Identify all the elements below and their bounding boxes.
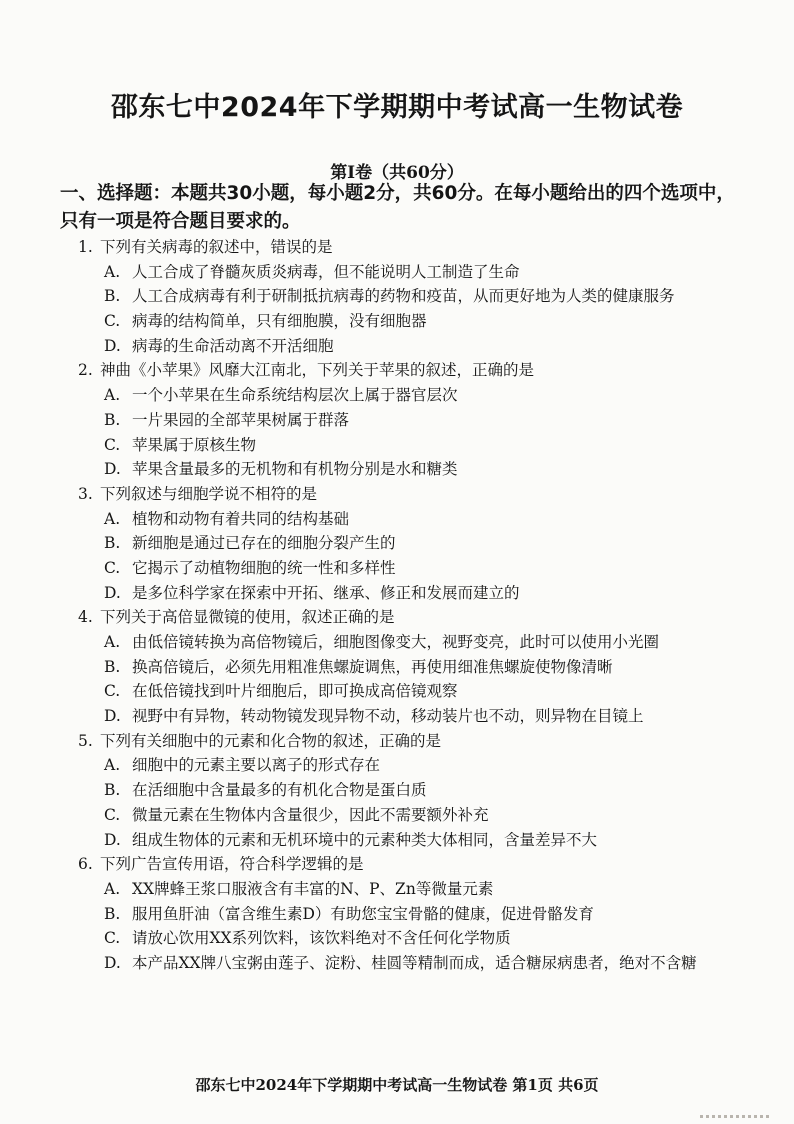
option-text: 病毒的生命活动离不开活细胞	[132, 336, 334, 355]
option-letter: A.	[104, 633, 121, 651]
option-text: 新细胞是通过已存在的细胞分裂产生的	[132, 534, 396, 553]
option-letter: A.	[104, 756, 121, 775]
question-text: 下列叙述与细胞学说不相符的是	[100, 484, 318, 503]
answer-option	[78, 951, 738, 976]
answer-option	[78, 630, 738, 655]
question-text: 下列有关病毒的叙述中，错误的是	[100, 238, 333, 256]
answer-option	[78, 309, 738, 334]
question	[78, 482, 738, 605]
answer-option	[78, 877, 738, 902]
question-list	[78, 235, 738, 976]
question-number: 5.	[78, 731, 93, 750]
option-text: 在活细胞中含量最多的有机化合物是蛋白质	[132, 781, 427, 800]
answer-option	[78, 753, 738, 778]
option-letter: D.	[104, 583, 121, 602]
question	[78, 605, 738, 728]
question-stem	[78, 235, 738, 260]
answer-option	[78, 581, 738, 606]
option-text: 组成生物体的元素和无机环境中的元素种类大体相同，含量差异不大	[132, 830, 598, 849]
option-letter: A.	[104, 879, 121, 898]
question	[78, 358, 738, 481]
answer-option	[78, 334, 738, 359]
option-text: 一片果园的全部苹果树属于群落	[132, 410, 350, 429]
question	[78, 852, 738, 975]
option-text: XX牌蜂王浆口服液含有丰富的N、P、Zn等微量元素	[132, 879, 494, 898]
option-letter: A.	[104, 262, 121, 281]
option-letter: D.	[104, 953, 121, 972]
question	[78, 729, 738, 852]
exam-title: 邵东七中2024年下学期期中考试高一生物试卷	[110, 92, 684, 123]
section-title: 第Ⅰ卷（共60分）	[330, 163, 464, 183]
option-letter: A.	[104, 509, 121, 528]
answer-option	[78, 457, 738, 482]
option-letter: C.	[104, 435, 121, 454]
section-instructions: 一、选择题：本题共30小题，每小题2分，共60分。在每小题给出的四个选项中，只有一项是符合题目要求的。	[60, 183, 735, 232]
option-letter: C.	[104, 682, 121, 701]
question-number: 1.	[78, 238, 93, 256]
option-letter: C.	[104, 558, 121, 577]
question-stem	[78, 358, 738, 383]
answer-option	[78, 383, 738, 408]
answer-option	[78, 284, 738, 309]
option-text: 人工合成了脊髓灰质炎病毒，但不能说明人工制造了生命	[132, 262, 520, 281]
question-number: 3.	[78, 484, 93, 503]
option-text: 本产品XX牌八宝粥由莲子、淀粉、桂圆等精制而成，适合糖尿病患者，绝对不含糖	[132, 953, 697, 972]
answer-option	[78, 778, 738, 803]
answer-option	[78, 902, 738, 927]
option-letter: C.	[104, 312, 121, 331]
option-text: 微量元素在生物体内含量很少，因此不需要额外补充	[132, 805, 489, 824]
option-text: 它揭示了动植物细胞的统一性和多样性	[132, 558, 396, 577]
option-text: 人工合成病毒有利于研制抵抗病毒的药物和疫苗，从而更好地为人类的健康服务	[132, 287, 675, 306]
question-text: 下列关于高倍显微镜的使用，叙述正确的是	[100, 608, 395, 627]
question-number: 2.	[78, 361, 93, 380]
option-letter: B.	[104, 904, 121, 923]
answer-option	[78, 655, 738, 680]
option-text: 植物和动物有着共同的结构基础	[132, 509, 350, 528]
question-stem	[78, 605, 738, 630]
question	[78, 235, 738, 358]
answer-option	[78, 433, 738, 458]
answer-option	[78, 704, 738, 729]
answer-option	[78, 408, 738, 433]
option-text: 请放心饮用XX系列饮料，该饮料绝对不含任何化学物质	[132, 929, 511, 948]
option-text: 由低倍镜转换为高倍物镜后，细胞图像变大，视野变亮，此时可以使用小光圈	[132, 633, 660, 651]
option-text: 换高倍镜后，必须先用粗准焦螺旋调焦，再使用细准焦螺旋使物像清晰	[132, 657, 613, 676]
page-footer: 邵东七中2024年下学期期中考试高一生物试卷 第1页 共6页	[195, 1076, 599, 1094]
question-stem	[78, 482, 738, 507]
question-text: 下列广告宣传用语，符合科学逻辑的是	[100, 855, 364, 874]
option-text: 是多位科学家在探索中开拓、继承、修正和发展而建立的	[132, 583, 520, 602]
option-letter: B.	[104, 534, 121, 553]
answer-option	[78, 531, 738, 556]
option-letter: B.	[104, 287, 121, 306]
answer-option	[78, 260, 738, 285]
answer-option	[78, 679, 738, 704]
option-letter: D.	[104, 707, 121, 726]
option-text: 服用鱼肝油（富含维生素D）有助您宝宝骨骼的健康，促进骨骼发育	[132, 904, 594, 923]
option-text: 一个小苹果在生命系统结构层次上属于器官层次	[132, 386, 458, 405]
option-text: 在低倍镜找到叶片细胞后，即可换成高倍镜观察	[132, 682, 458, 701]
question-stem	[78, 729, 738, 754]
question-text: 神曲《小苹果》风靡大江南北，下列关于苹果的叙述，正确的是	[100, 361, 535, 380]
option-letter: C.	[104, 929, 121, 948]
option-letter: B.	[104, 410, 121, 429]
option-letter: D.	[104, 460, 121, 479]
option-text: 视野中有异物，转动物镜发现异物不动，移动装片也不动，则异物在目镜上	[132, 707, 644, 726]
option-text: 苹果含量最多的无机物和有机物分别是水和糖类	[132, 460, 458, 479]
option-text: 病毒的结构简单，只有细胞膜，没有细胞器	[132, 312, 427, 331]
question-stem	[78, 852, 738, 877]
option-letter: C.	[104, 805, 121, 824]
scan-edge-mark	[700, 1115, 770, 1118]
answer-option	[78, 556, 738, 581]
option-text: 苹果属于原核生物	[132, 435, 257, 454]
question-text: 下列有关细胞中的元素和化合物的叙述，正确的是	[100, 731, 442, 750]
answer-option	[78, 926, 738, 951]
answer-option	[78, 803, 738, 828]
question-number: 4.	[78, 608, 93, 627]
option-text: 细胞中的元素主要以离子的形式存在	[132, 756, 381, 775]
option-letter: B.	[104, 781, 121, 800]
option-letter: D.	[104, 336, 121, 355]
option-letter: D.	[104, 830, 121, 849]
question-number: 6.	[78, 855, 93, 874]
answer-option	[78, 507, 738, 532]
option-letter: A.	[104, 386, 121, 405]
answer-option	[78, 828, 738, 853]
option-letter: B.	[104, 657, 121, 676]
